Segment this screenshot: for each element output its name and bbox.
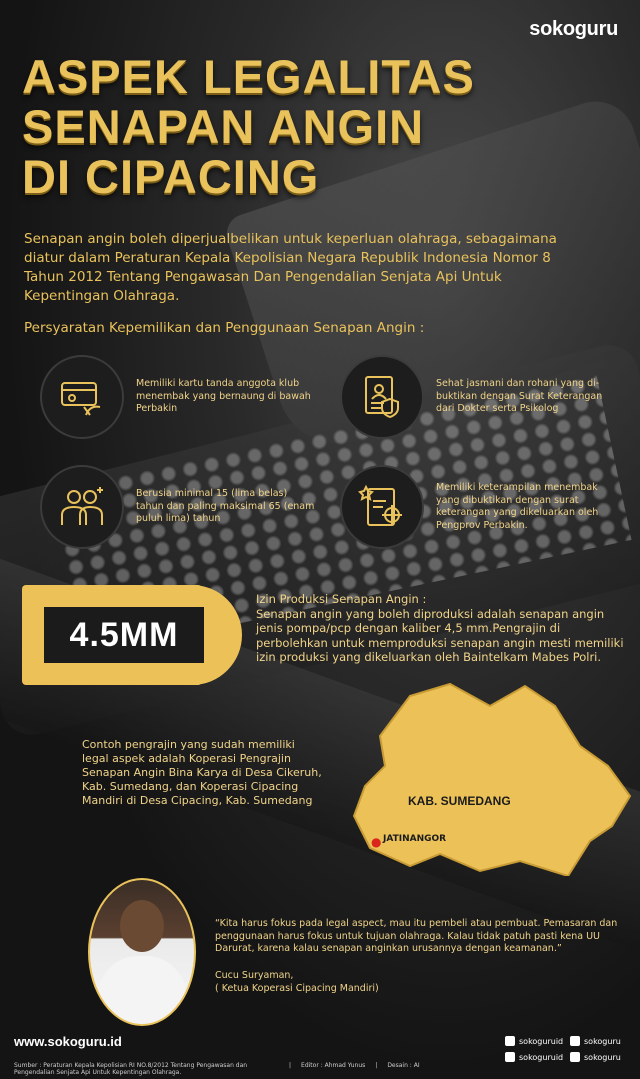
source-credit: Sumber : Peraturan Kepala Kepolisian RI NO.8/2012 Tentang Pengawasan dan Pengendalian Senjata Api Untuk Kepentingan Olahraga.: [14, 1062, 248, 1076]
requirement-card: [40, 355, 316, 439]
portrait-head: [120, 900, 164, 952]
social-youtube[interactable]: [570, 1036, 635, 1046]
brand-logo: sokoguru: [529, 18, 618, 40]
sumedang-map: [340, 676, 640, 876]
design-credit: Desain : AI: [387, 1062, 420, 1069]
social-handle: sokoguruid: [519, 1052, 564, 1062]
instagram-icon: [505, 1036, 515, 1046]
requirement-text: Memiliki kartu tanda anggota klub menembak yang bernaung di bawah Perbakin: [136, 378, 311, 415]
requirement-text: Berusia minimal 15 (lima belas) tahun dan paling maksimal 65 (enam puluh lima) tahun: [136, 488, 315, 525]
social-twitter[interactable]: [505, 1052, 570, 1062]
shooting-skill-certificate-icon: [340, 465, 424, 549]
social-facebook[interactable]: [570, 1052, 635, 1062]
social-handle: sokoguruid: [519, 1036, 564, 1046]
social-instagram[interactable]: [505, 1036, 570, 1046]
health-certificate-icon: [340, 355, 424, 439]
person-name: Cucu Suryaman,: [215, 970, 294, 981]
caliber-label: 4.5MM: [44, 607, 204, 663]
social-handle: sokoguru: [584, 1036, 621, 1046]
person-role: ( Ketua Koperasi Cipacing Mandiri): [215, 982, 379, 994]
portrait-photo: [88, 878, 196, 1026]
requirement-card: [340, 465, 616, 549]
production-permit: [256, 592, 626, 665]
quote-text: “Kita harus fokus pada legal aspect, mau itu pembeli atau pembuat. Pemasaran dan penggunaan harus fokus untuk tujuan olahraga. Kalau tidak patuh pasti kena UU Darurat, karena kalau senapan anginkan urusannya dengan keamanan.”: [215, 918, 618, 954]
member-card-icon: [40, 355, 124, 439]
title-line: ASPEK LEGALITAS: [22, 50, 475, 103]
intro-paragraph: Senapan angin boleh diperjualbelikan untuk keperluan olahraga, sebagaimana diatur dalam Peraturan Kepala Kepolisian Negara Republik Indonesia Nomor 8 Tahun 2012 Tentang Pengawasan Dan Pengendalian Senjata Api Untuk Kepentingan Olahraga.: [24, 231, 557, 304]
quote-attribution: [215, 970, 379, 995]
production-text: Senapan angin yang boleh diproduksi adalah senapan angin jenis pompa/pcp dengan kaliber 4,5 mm.Pengrajin di perbolehkan untuk memproduksi senapan angin mesti memiliki izin produksi yang dikeluarkan oleh Baintelkam Mabes Polri.: [256, 606, 624, 664]
bullet-graphic: [22, 585, 232, 685]
production-heading: Izin Produksi Senapan Angin :: [256, 592, 427, 606]
social-handle: sokoguru: [584, 1052, 621, 1062]
example-text: Contoh pengrajin yang sudah memiliki legal aspek adalah Koperasi Pengrajin Senapan Angin Bina Karya di Desa Cikeruh, Kab. Sumedang, dan Koperasi Cipacing Mandiri di Desa Cipacing, Kab. Sumedang: [82, 738, 322, 807]
youtube-icon: [570, 1036, 580, 1046]
page-title: [22, 52, 475, 202]
location-pin-icon: ●: [371, 835, 382, 849]
title-line: SENAPAN ANGIN: [22, 100, 425, 153]
people-age-icon: [40, 465, 124, 549]
website-link[interactable]: www.sokoguru.id: [14, 1034, 122, 1049]
divider: |: [375, 1062, 378, 1069]
map-region-label: KAB. SUMEDANG: [408, 794, 511, 808]
facebook-icon: [570, 1052, 580, 1062]
requirement-card: [340, 355, 616, 439]
title-line: DI CIPACING: [22, 150, 320, 203]
requirement-text: Memiliki keterampilan menembak yang dibuktikan dengan surat keterangan yang dikeluarkan oleh Pengprov Perbakin.: [436, 482, 599, 531]
social-links: [505, 1036, 635, 1068]
portrait-shirt: [98, 956, 186, 1026]
twitter-icon: [505, 1052, 515, 1062]
pin-label: JATINANGOR: [383, 834, 447, 844]
requirement-text: Sehat jasmani dan rohani yang di-buktikan dengan Surat Keterangan dari Dokter serta Psikolog: [436, 378, 603, 415]
editor-credit: Editor : Ahmad Yunus: [301, 1062, 366, 1069]
requirement-card: [40, 465, 316, 549]
credits: [14, 1062, 420, 1076]
divider: |: [289, 1062, 292, 1069]
requirements-heading: Persyaratan Kepemilikan dan Penggunaan Senapan Angin :: [24, 320, 425, 336]
